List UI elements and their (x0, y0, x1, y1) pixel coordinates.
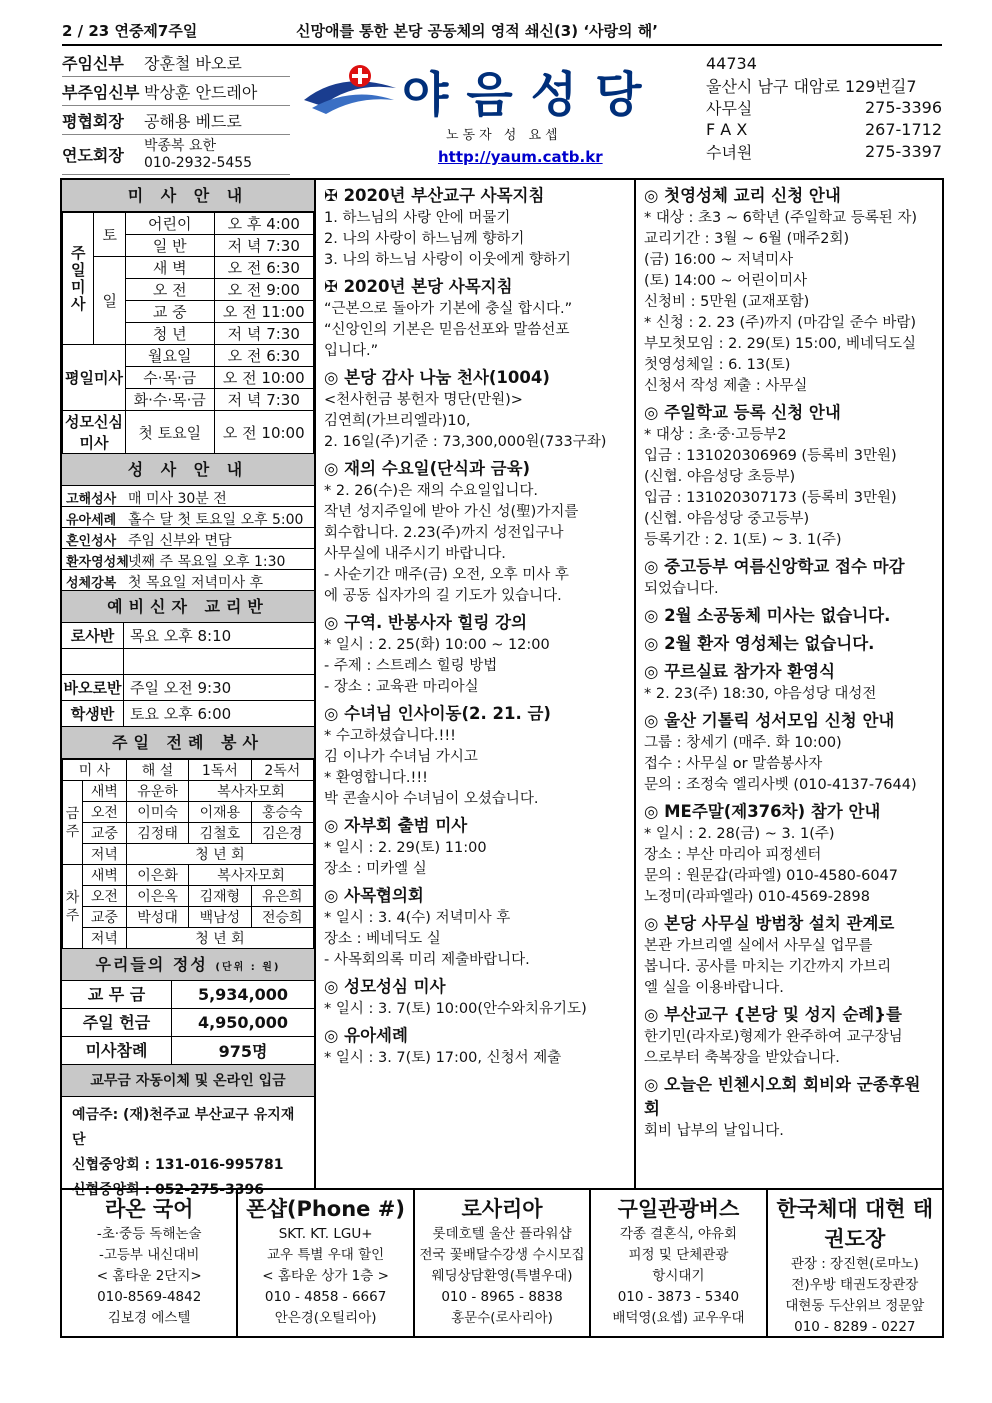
notice-title: ◎ 성모성심 미사 (324, 977, 446, 996)
notice-line: (토) 14:00 ~ 어린이미사 (644, 273, 808, 289)
mass-time: 오 전 11:00 (214, 301, 313, 323)
top-line (62, 20, 942, 46)
lit-mass: 저녁 (83, 928, 127, 949)
notice-title: ◎ 본당 감사 나눔 천사(1004) (324, 368, 550, 387)
ad-box (591, 1190, 767, 1336)
sunday-mass-label: 주 일 미 사 (63, 213, 94, 345)
ad-line: 전국 꽃배달수강생 수시모집 (419, 1247, 585, 1263)
sacrament-name: 성체강복 (66, 576, 117, 591)
middle-column (318, 180, 636, 1188)
notice-line: 3. 나의 하느님 사랑이 이웃에게 향하기 (324, 252, 571, 268)
sacrament-name: 고해성사 (66, 492, 117, 507)
notice-line: 문의 : 원문갑(라파엘) 010-4580-6047 (644, 868, 899, 884)
class-name: 바오로반 (62, 675, 124, 700)
sacrament-row (62, 507, 314, 528)
staff-role: 주임신부 (62, 53, 124, 73)
notice-line: * 일시 : 3. 7(토) 17:00, 신청서 제출 (324, 1050, 562, 1066)
notice-line: 첫영성체일 : 6. 13(토) (644, 357, 791, 373)
notice-line: 되었습니다. (644, 581, 719, 597)
lit-mass: 교중 (83, 823, 127, 844)
notice (644, 604, 936, 628)
catechumen-list (62, 623, 314, 727)
class-time: 토요 오후 6:00 (130, 705, 232, 723)
class-name (62, 649, 124, 674)
catechumen-title: 예비신자 교리반 (62, 591, 314, 623)
mass-name: 새 벽 (125, 257, 214, 279)
offering-amount: 4,950,000 (197, 1013, 289, 1032)
mass-name: 어린이 (125, 213, 214, 235)
lit-team: 청 년 회 (126, 928, 313, 949)
right-column (638, 180, 942, 1188)
notice-title: ◎ 2월 환자 영성체는 없습니다. (644, 634, 875, 653)
contact-info (706, 52, 942, 162)
catechumen-row (62, 623, 314, 649)
offering-amount: 975명 (218, 1042, 268, 1061)
notice-line: 김연희(가브리엘라)10, (324, 413, 471, 429)
fax-number: 267-1712 (864, 119, 942, 139)
mass-name: 월요일 (125, 345, 214, 367)
sacrament-row (62, 528, 314, 549)
sacrament-time: 첫 목요일 저녁미사 후 (128, 575, 264, 591)
notice-line: 작년 성지주일에 받아 가신 성(聖)가지를 (324, 504, 579, 520)
ad-line: SKT. KT. LGU+ (278, 1226, 373, 1242)
notice-line: * 일시 : 2. 29(토) 11:00 (324, 840, 487, 856)
notice-line: 2. 16일(주)기준 : 73,300,000원(733구좌) (324, 434, 607, 450)
offering-list (62, 981, 314, 1065)
week-label: 차 주 (63, 865, 83, 949)
staff-name: 장훈철 바오로 (144, 53, 242, 73)
convent-label: 수녀원 (706, 142, 753, 162)
offering-label: 주일 헌금 (62, 1009, 172, 1036)
ad-line: 안은경(오틸리아) (274, 1310, 377, 1326)
notice-line: * 대상 : 초3 ~ 6학년 (주일학교 등록된 자) (644, 210, 918, 226)
notice-title: ◎ ME주말(제376차) 참가 안내 (644, 802, 881, 821)
notice-line: 부모첫모임 : 2. 29(토) 15:00, 베네딕도실 (644, 336, 917, 352)
holy-mass-label: 성모신심 미사 (63, 411, 126, 454)
notice (644, 555, 936, 600)
offering-row (62, 981, 314, 1009)
notice-line: 김 이나가 수녀님 가시고 (324, 749, 478, 765)
lit-name: 전승희 (251, 907, 313, 928)
notice (644, 912, 936, 999)
logo-wave-icon (302, 60, 398, 116)
ad-line: 웨딩상담환영(특별우대) (431, 1268, 573, 1284)
lit-name: 이미숙 (126, 802, 188, 823)
lit-name: 유운하 (126, 781, 188, 802)
notice (644, 184, 936, 397)
staff-role: 평협회장 (62, 111, 124, 131)
staff-list (62, 48, 290, 175)
notice-line: 장소 : 베네딕도 실 (324, 931, 441, 947)
lit-name: 이은화 (126, 865, 188, 886)
lit-name: 홍승숙 (251, 802, 313, 823)
lit-name: 백남성 (189, 907, 251, 928)
staff-row (62, 77, 290, 106)
sacrament-time: 홀수 달 첫 토요일 오후 5:00 (128, 512, 304, 528)
notice-title: ◎ 유아세례 (324, 1026, 408, 1045)
notice-title: ✠ 2020년 부산교구 사목지침 (324, 186, 545, 205)
sacrament-row (62, 486, 314, 507)
notice (324, 366, 628, 453)
lit-name: 김은경 (251, 823, 313, 844)
ad-box (62, 1190, 238, 1336)
advertisements (60, 1188, 944, 1338)
mass-name: 교 중 (125, 301, 214, 323)
lit-name: 김정태 (126, 823, 188, 844)
ad-title: 폰샵(Phone #) (246, 1197, 405, 1221)
notice-title: ◎ 울산 기톨릭 성서모임 신청 안내 (644, 711, 895, 730)
notice (644, 1003, 936, 1069)
ad-title: 한국체대 대현 태권도장 (776, 1197, 934, 1251)
offering-row (62, 1009, 314, 1037)
notice-title: ◎ 재의 수요일(단식과 금육) (324, 459, 531, 478)
sacrament-row (62, 570, 314, 591)
ad-line: 관장 : 장진현(로마노) (790, 1256, 919, 1272)
lit-mass: 교중 (83, 907, 127, 928)
notice-line: 입금 : 131020307173 (등록비 3만원) (644, 490, 897, 506)
ad-line: 교우 특별 우대 할인 (267, 1247, 385, 1263)
bank-line: 신협중앙회 : 131-016-995781 (72, 1157, 284, 1173)
notice-line: - 주제 : 스트레스 힐링 방법 (324, 658, 498, 674)
notice-title: ◎ 주일학교 등록 신청 안내 (644, 403, 841, 422)
notice-line: 장소 : 부산 마리아 피정센터 (644, 847, 822, 863)
notice (324, 975, 628, 1020)
notice-line: <천사헌금 봉헌자 명단(만원)> (324, 392, 523, 408)
notice-line: * 수고하셨습니다.!!! (324, 728, 456, 744)
zip: 44734 (706, 53, 757, 73)
mass-name: 일 반 (125, 235, 214, 257)
lit-name: 박성대 (126, 907, 188, 928)
ad-line: 전)우방 태권도장관장 (791, 1277, 919, 1293)
bank-line: 예금주: (재)천주교 부산교구 유지재단 (72, 1107, 295, 1148)
notice-line: 등록기간 : 2. 1(토) ~ 3. 1(주) (644, 532, 842, 548)
notice-title: ◎ 부산교구 {본당 및 성지 순례}를 (644, 1005, 902, 1024)
notice-title: ◎ 사목협의회 (324, 886, 424, 905)
offering-label: 교 무 금 (62, 981, 172, 1008)
notice-line: * 일시 : 2. 28(금) ~ 3. 1(주) (644, 826, 835, 842)
catechumen-row (62, 701, 314, 727)
notice-line: 그룹 : 창세기 (매주. 화 10:00) (644, 735, 842, 751)
staff-name: 공해용 베드로 (144, 111, 242, 131)
catechumen-row (62, 675, 314, 701)
lit-name: 김재형 (189, 886, 251, 907)
sacrament-name: 혼인성사 (66, 534, 117, 549)
lit-name: 이은옥 (126, 886, 188, 907)
notice-line: 노정미(라파엘라) 010-4569-2898 (644, 889, 870, 905)
lit-mass: 새벽 (83, 865, 127, 886)
offering-label: 미사참례 (62, 1037, 172, 1064)
notice-line: 으로부터 축복장을 받았습니다. (644, 1050, 840, 1066)
lit-head: 해 설 (126, 760, 188, 781)
ad-title: 구일관광버스 (617, 1197, 740, 1221)
notice-line: * 대상 : 초·중·고등부2 (644, 427, 787, 443)
liturgy-table (62, 759, 314, 949)
notice-title: ✠ 2020년 본당 사목지침 (324, 277, 513, 296)
ad-line: 대현동 두산위브 정문앞 (785, 1298, 925, 1314)
class-name: 로사반 (62, 623, 124, 648)
mass-time: 오 전 6:30 (214, 345, 313, 367)
staff-role: 연도회장 (62, 146, 124, 165)
ad-title: 로사리아 (461, 1197, 543, 1221)
notice-line: 회비 납부의 날입니다. (644, 1123, 784, 1139)
church-name: 야음성당 (402, 67, 660, 123)
sacrament-time: 매 미사 30분 전 (128, 491, 227, 507)
lit-name: 유은희 (251, 886, 313, 907)
notice-line: 문의 : 조정숙 엘리사벳 (010-4137-7644) (644, 777, 917, 793)
notice-line: * 환영합니다.!!! (324, 770, 428, 786)
sacrament-time: 주임 신부와 면담 (128, 533, 232, 549)
lit-name: 이재용 (189, 802, 251, 823)
ad-line: -고등부 내신대비 (98, 1247, 200, 1263)
ad-line: 홍문수(로사리아) (451, 1310, 553, 1326)
notice (644, 401, 936, 551)
mass-time: 오 후 4:00 (214, 213, 313, 235)
lit-team: 청 년 회 (126, 844, 313, 865)
notice-line: 교리기간 : 3월 ~ 6월 (매주2회) (644, 231, 850, 247)
staff-role: 부주임신부 (62, 82, 140, 102)
notice-title: ◎ 자부회 출범 미사 (324, 816, 468, 835)
main-frame (60, 178, 944, 1198)
ad-title: 라온 국어 (104, 1197, 194, 1221)
ad-line: 항시대기 (652, 1268, 705, 1284)
notice (324, 184, 628, 271)
website-link[interactable]: http://yaum.catb.kr (438, 148, 603, 166)
ad-line: < 홈타운 2단지> (96, 1268, 202, 1284)
notice (324, 611, 628, 698)
notice-line: * 2. 23(주) 18:30, 야음성당 대성전 (644, 686, 877, 702)
fax-label: F A X (706, 119, 748, 139)
convent-phone: 275-3397 (864, 141, 942, 161)
offering-row (62, 1037, 314, 1065)
notice-title: ◎ 오늘은 빈첸시오회 회비와 군종후원회 (644, 1075, 921, 1118)
ad-line: 각종 결혼식, 야유회 (619, 1226, 738, 1242)
ad-line: 010 - 3873 - 5340 (617, 1289, 740, 1305)
ad-line: 배덕영(요셉) 교우우대 (612, 1310, 745, 1326)
catechumen-row (62, 649, 314, 675)
notice-line: (금) 16:00 ~ 저녁미사 (644, 252, 794, 268)
notice-line: 2. 나의 사랑이 하느님께 향하기 (324, 231, 525, 247)
date-line: 2 / 23 연중제7주일 (62, 22, 198, 40)
notice-line: 장소 : 미카엘 실 (324, 861, 427, 877)
mass-table (62, 212, 314, 454)
notice-line: 엘 실을 이용바랍니다. (644, 980, 784, 996)
mass-name: 오 전 (125, 279, 214, 301)
notice-line: “근본으로 돌아가 기본에 충실 합시다.” (324, 301, 573, 317)
notice (324, 457, 628, 607)
notice-title: ◎ 구역. 반봉사자 힐링 강의 (324, 613, 528, 632)
notice (644, 709, 936, 796)
ad-line: 010 - 4858 - 6667 (264, 1289, 387, 1305)
lit-head: 미 사 (63, 760, 127, 781)
lit-head: 2독서 (251, 760, 313, 781)
mass-name: 첫 토요일 (125, 411, 214, 454)
notice-line: 신청비 : 5만원 (교재포함) (644, 294, 810, 310)
lit-mass: 오전 (83, 886, 127, 907)
notice-title: ◎ 꾸르실료 참가자 환영식 (644, 662, 836, 681)
notice-line: 봅니다. 공사를 마치는 기간까지 가브리 (644, 959, 892, 975)
notice (644, 632, 936, 656)
mass-time: 저 녁 7:30 (214, 235, 313, 257)
notice-line: 접수 : 사무실 or 말씀봉사자 (644, 756, 823, 772)
mass-time: 오 전 10:00 (214, 367, 313, 389)
notice (324, 1024, 628, 1069)
lit-team: 복사자모회 (189, 865, 314, 886)
staff-name: 박상훈 안드레아 (144, 82, 258, 102)
notice-line: 한기민(라자로)형제가 완주하여 교구장님 (644, 1029, 903, 1045)
notice-line: - 장소 : 교육관 마리아실 (324, 679, 479, 695)
notice-line: “신앙인의 기본은 믿음선포와 말씀선포 (324, 322, 570, 338)
notice-line: 1. 하느님의 사랑 안에 머물기 (324, 210, 511, 226)
mass-time: 오 전 9:00 (214, 279, 313, 301)
theme-line: 신망애를 통한 본당 공동체의 영적 쇄신(3) ‘사랑의 해’ (296, 22, 658, 40)
notice-line: 회수합니다. 2.23(주)까지 성전입구나 (324, 525, 564, 541)
notice-title: ◎ 2월 소공동체 미사는 없습니다. (644, 606, 891, 625)
mass-time: 저 녁 7:30 (214, 389, 313, 411)
ad-line: < 홈타운 상가 1층 > (262, 1268, 389, 1284)
notice-line: - 사목회의록 미리 제출바랍니다. (324, 952, 530, 968)
week-label: 금 주 (63, 781, 83, 865)
notice (324, 884, 628, 971)
notice-line: (신협. 야음성당 초등부) (644, 469, 796, 485)
lit-mass: 저녁 (83, 844, 127, 865)
sat-label: 토 (94, 213, 125, 257)
ad-box (415, 1190, 591, 1336)
notice (644, 800, 936, 908)
sacrament-title: 성 사 안 내 (62, 454, 314, 486)
notice-line: * 일시 : 2. 25(화) 10:00 ~ 12:00 (324, 637, 550, 653)
sacrament-name: 유아세례 (66, 513, 117, 528)
notice-title: ◎ 중고등부 여름신앙학교 접수 마감 (644, 557, 905, 576)
sun-label: 일 (94, 257, 125, 345)
mass-time: 저 녁 7:30 (214, 323, 313, 345)
mass-time: 오 전 10:00 (214, 411, 313, 454)
mass-name: 청 년 (125, 323, 214, 345)
staff-row (62, 135, 290, 175)
sacrament-name: 환자영성체 (66, 555, 129, 570)
liturgy-title: 주일 전례 봉사 (62, 727, 314, 759)
staff-row (62, 48, 290, 77)
mass-time: 오 전 6:30 (214, 257, 313, 279)
ad-box (238, 1190, 414, 1336)
mass-title: 미 사 안 내 (62, 180, 314, 212)
lit-name: 김철호 (189, 823, 251, 844)
notice-title: ◎ 본당 사무실 방범창 설치 관계로 (644, 914, 895, 933)
ad-box (768, 1190, 942, 1336)
staff-row (62, 106, 290, 135)
notice-line: 박 콘솔시아 수녀님이 오셨습니다. (324, 791, 539, 807)
class-time: 주일 오전 9:30 (130, 679, 232, 697)
notice-line: 신청서 작성 제출 : 사무실 (644, 378, 808, 394)
notice-line: 본관 가브리엘 실에서 사무실 업무를 (644, 938, 873, 954)
mass-name: 화·수·목·금 (125, 389, 214, 411)
notice-line: 입금 : 131020306969 (등록비 3만원) (644, 448, 897, 464)
lit-mass: 오전 (83, 802, 127, 823)
sacrament-row (62, 549, 314, 570)
address: 울산시 남구 대암로 129번길7 (706, 76, 917, 96)
lit-team: 복사자모회 (189, 781, 314, 802)
notice-line: * 신청 : 2. 23 (주)까지 (마감일 준수 바람) (644, 315, 917, 331)
notice-line: - 사순기간 매주(금) 오전, 오후 미사 후 (324, 567, 569, 583)
patron: 노동자 성 요셉 (446, 128, 562, 143)
ad-line: 010 - 8965 - 8838 (441, 1289, 563, 1305)
ad-line: 010 - 8289 - 0227 (794, 1319, 916, 1335)
staff-name: 박종복 요한 010-2932-5455 (144, 137, 253, 171)
notice-line: 사무실에 내주시기 바랍니다. (324, 546, 506, 562)
office-label: 사무실 (706, 98, 753, 118)
class-name: 학생반 (62, 701, 124, 726)
notice-line: 에 공동 십자가의 길 기도가 있습니다. (324, 588, 562, 604)
notice (644, 1073, 936, 1142)
notice-title: ◎ 수녀님 인사이동(2. 21. 금) (324, 704, 551, 723)
class-time: 목요 오후 8:10 (130, 627, 232, 645)
notice-line: * 일시 : 3. 4(수) 저녁미사 후 (324, 910, 511, 926)
notice-line: * 일시 : 3. 7(토) 10:00(안수와치유기도) (324, 1001, 587, 1017)
church-logo (302, 56, 682, 123)
ad-line: 010-8569-4842 (97, 1289, 202, 1305)
offering-amount: 5,934,000 (197, 985, 289, 1004)
weekday-mass-label: 평일미사 (63, 345, 126, 411)
lit-head: 1독서 (189, 760, 251, 781)
notice-line: * 2. 26(수)은 재의 수요일입니다. (324, 483, 538, 499)
notice-title: ◎ 첫영성체 교리 신청 안내 (644, 186, 841, 205)
lit-mass: 새벽 (83, 781, 127, 802)
notice-line: 입니다.” (324, 343, 379, 359)
notice-line: (신협. 야음성당 중고등부) (644, 511, 810, 527)
notice (644, 660, 936, 705)
notice (324, 814, 628, 880)
mass-name: 수·목·금 (125, 367, 214, 389)
sacrament-list (62, 486, 314, 591)
bank-title: 교무금 자동이체 및 온라인 입금 (62, 1065, 314, 1097)
ad-line: -초·중등 독해논술 (96, 1226, 202, 1242)
offering-title: 우리들의 정성 (95, 955, 208, 974)
left-column (62, 180, 316, 1198)
office-phone: 275-3396 (864, 97, 942, 117)
bank-line: 신협중앙회 : 052-275-3396 (72, 1182, 264, 1198)
offering-unit: (단위 : 원) (215, 962, 281, 973)
notice (324, 702, 628, 810)
ad-line: 피정 및 단체관광 (628, 1247, 729, 1263)
notice (324, 275, 628, 362)
ad-line: 김보경 에스텔 (107, 1310, 191, 1326)
sacrament-time: 넷째 주 목요일 오후 1:30 (128, 554, 286, 570)
header (62, 48, 942, 176)
ad-line: 롯데호텔 울산 플라워샵 (432, 1226, 572, 1242)
